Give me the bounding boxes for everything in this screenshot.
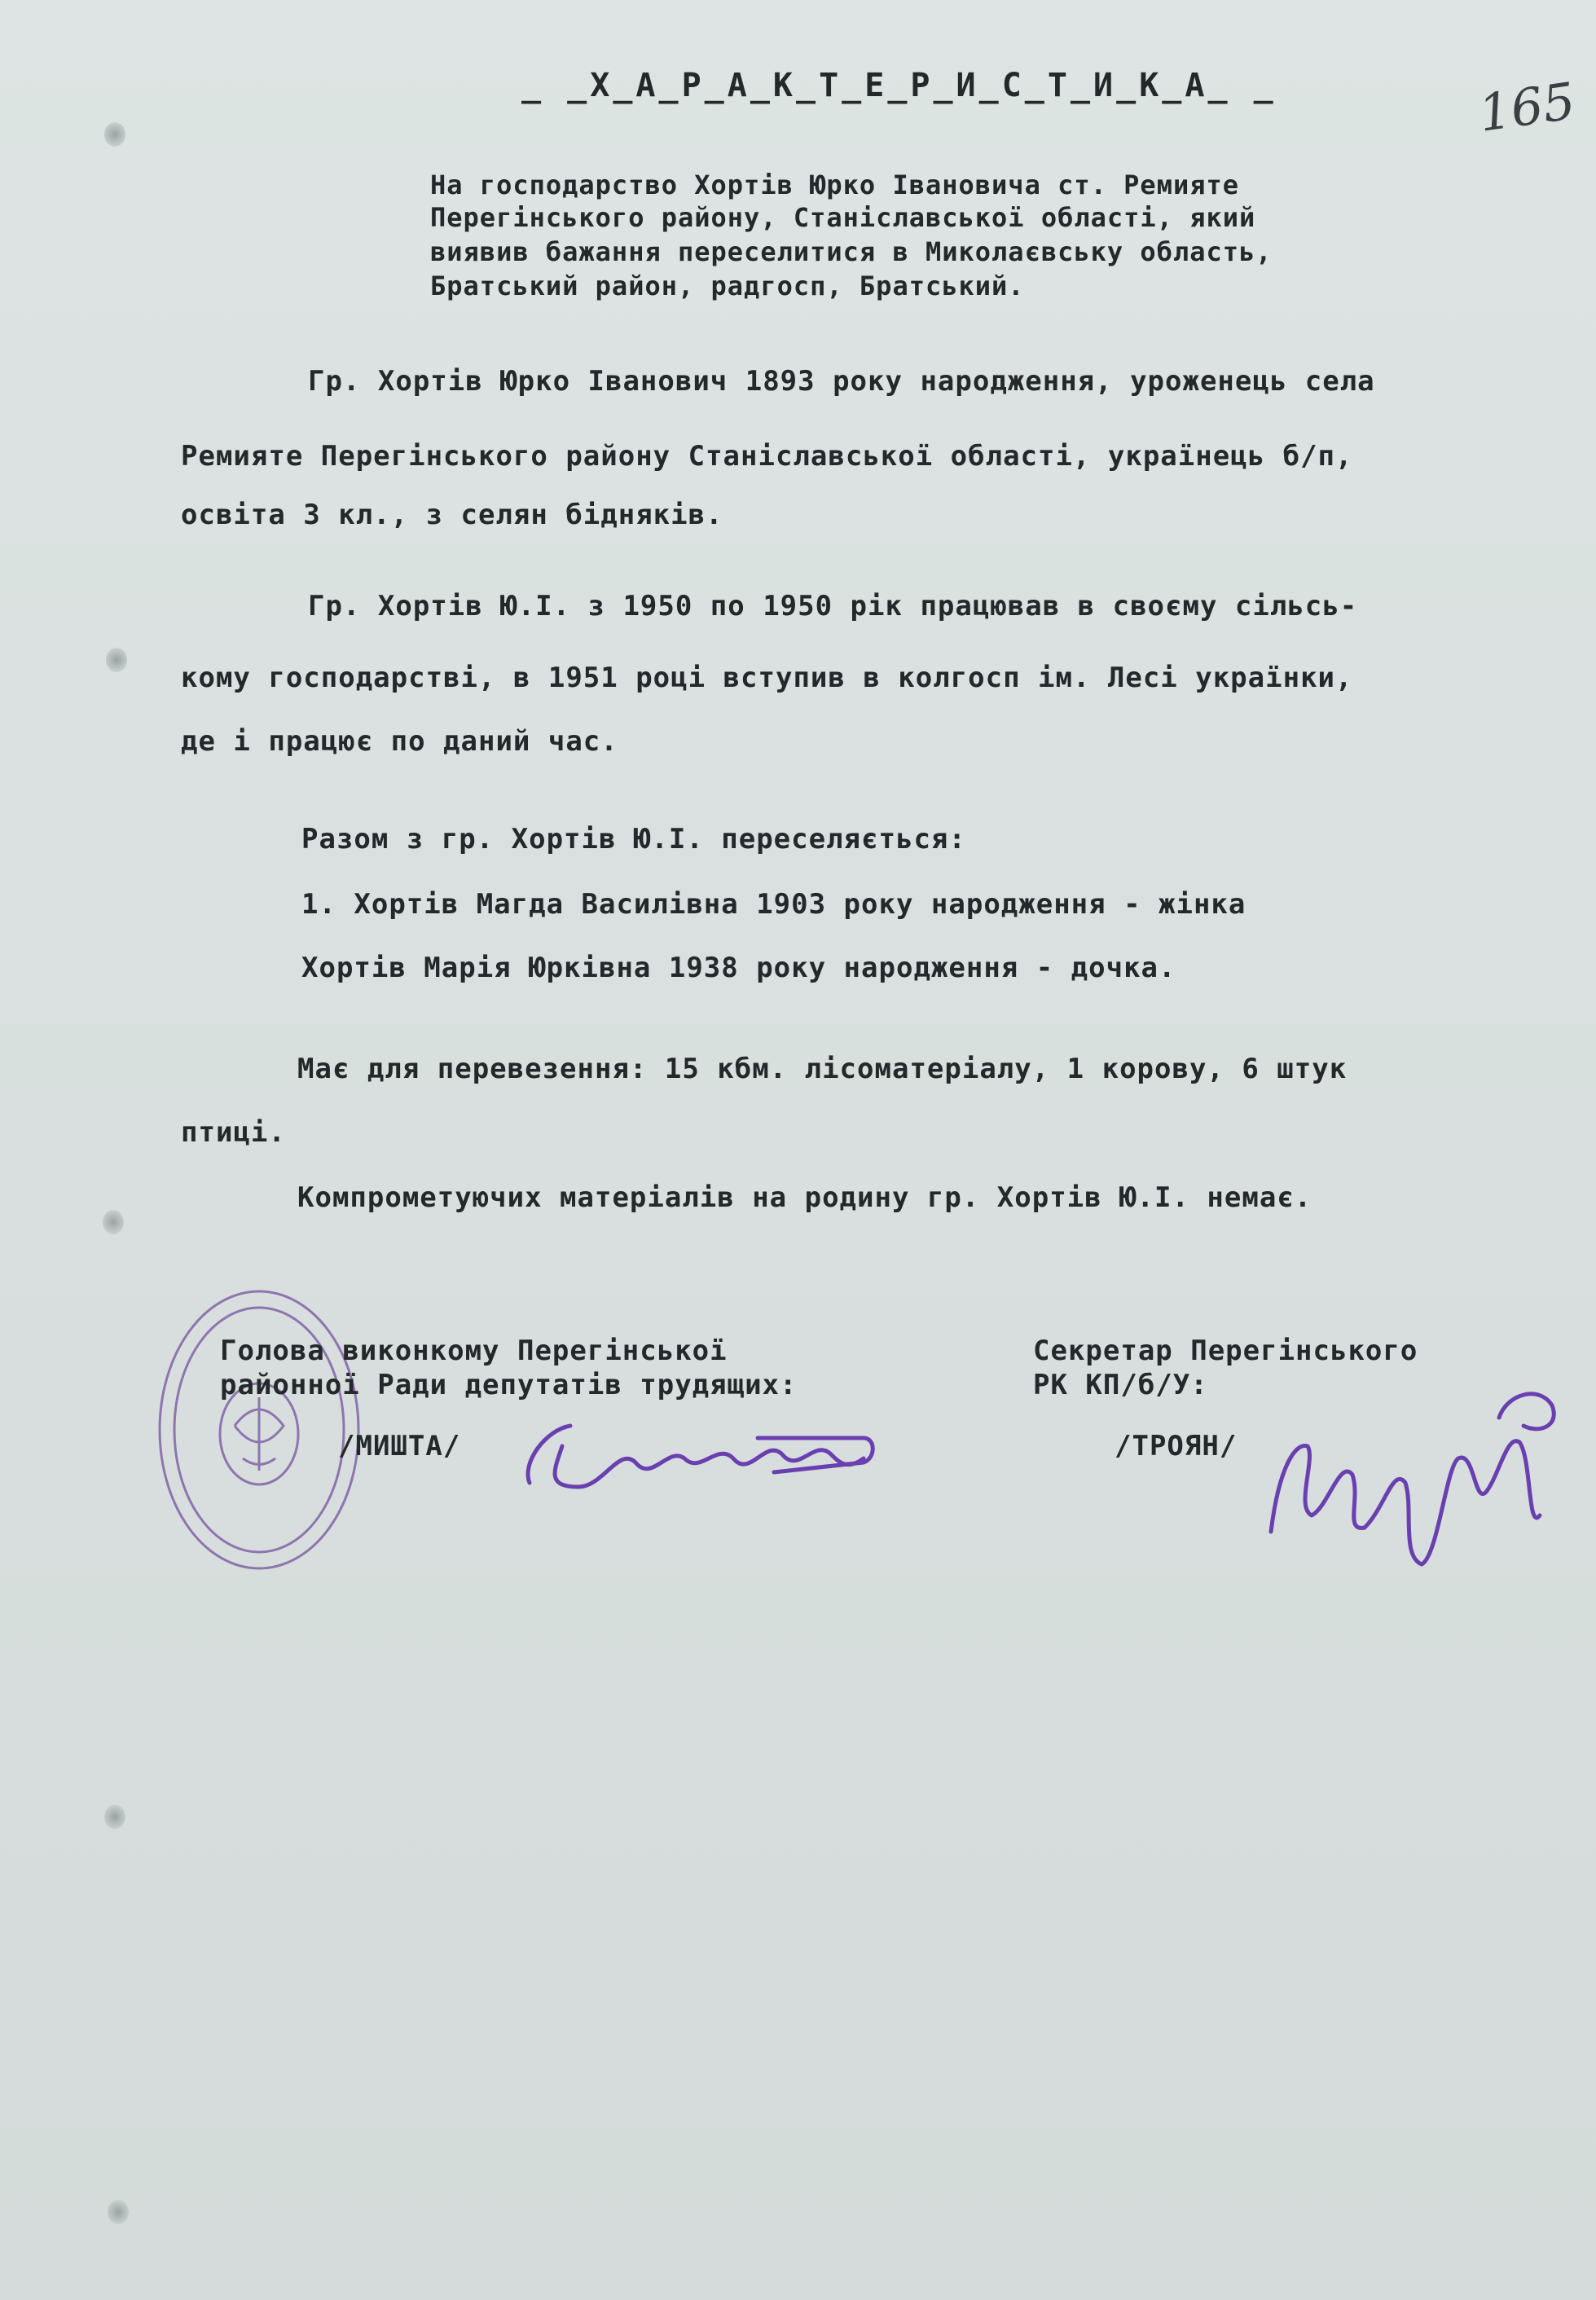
- paragraph-line: кому господарстві, в 1951 році вступив в колгосп ім. Лесі українки,: [181, 662, 1353, 694]
- official-seal-icon: [153, 1283, 365, 1577]
- paragraph-line: Гр. Хортів Ю.І. з 1950 по 1950 рік працював в своєму сільсь-: [308, 590, 1358, 622]
- punch-hole: [106, 648, 127, 672]
- paragraph-line: освіта 3 кл., з селян бідняків.: [181, 499, 723, 531]
- header-line: На господарство Хортів Юрко Івановича ст. Ремияте: [430, 169, 1240, 200]
- right-signatory-title: Секретар Перегінського: [1033, 1335, 1418, 1367]
- document-title: _ _Х_А_Р_А_К_Т_Е_Р_И_С_Т_И_К_А_ _: [521, 67, 1277, 104]
- paragraph-line: де і працює по даний час.: [181, 725, 618, 758]
- punch-hole: [104, 1805, 125, 1829]
- header-line: Братський район, радгосп, Братський.: [430, 270, 1025, 301]
- punch-hole: [108, 2200, 129, 2224]
- right-signature-icon: [1263, 1369, 1564, 1581]
- left-signatory-name: /МИШТА/: [338, 1430, 461, 1462]
- punch-hole: [103, 1210, 124, 1234]
- header-line: Перегінського району, Станіславської області, який: [430, 202, 1256, 233]
- left-signature-icon: [513, 1414, 888, 1503]
- right-signatory-title: РК КП/б/У:: [1033, 1369, 1208, 1401]
- header-line: виявив бажання переселитися в Миколаєвську область,: [430, 236, 1273, 267]
- transport-line: Має для перевезення: 15 кбм. лісоматеріалу, 1 корову, 6 штук: [297, 1053, 1348, 1085]
- paragraph-line: Гр. Хортів Юрко Іванович 1893 року народження, уроженець села: [308, 365, 1375, 398]
- left-signatory-title: Голова виконкому Перегінської: [220, 1335, 728, 1367]
- punch-hole: [104, 122, 125, 147]
- paragraph-line: Ремияте Перегінського району Станіславської області, українець б/п,: [181, 440, 1353, 473]
- page-number: 165: [1475, 71, 1579, 143]
- closing-statement: Компрометуючих матеріалів на родину гр. Хортів Ю.І. немає.: [297, 1181, 1312, 1214]
- family-member: Хортів Марія Юрківна 1938 року народження - дочка.: [301, 952, 1176, 984]
- right-signatory-name: /ТРОЯН/: [1115, 1430, 1238, 1462]
- transport-line: птиці.: [181, 1116, 286, 1149]
- left-signatory-title: районної Ради депутатів трудящих:: [220, 1369, 798, 1401]
- family-intro: Разом з гр. Хортів Ю.І. переселяється:: [301, 823, 966, 855]
- family-member: 1. Хортів Магда Василівна 1903 року народження - жінка: [301, 888, 1246, 921]
